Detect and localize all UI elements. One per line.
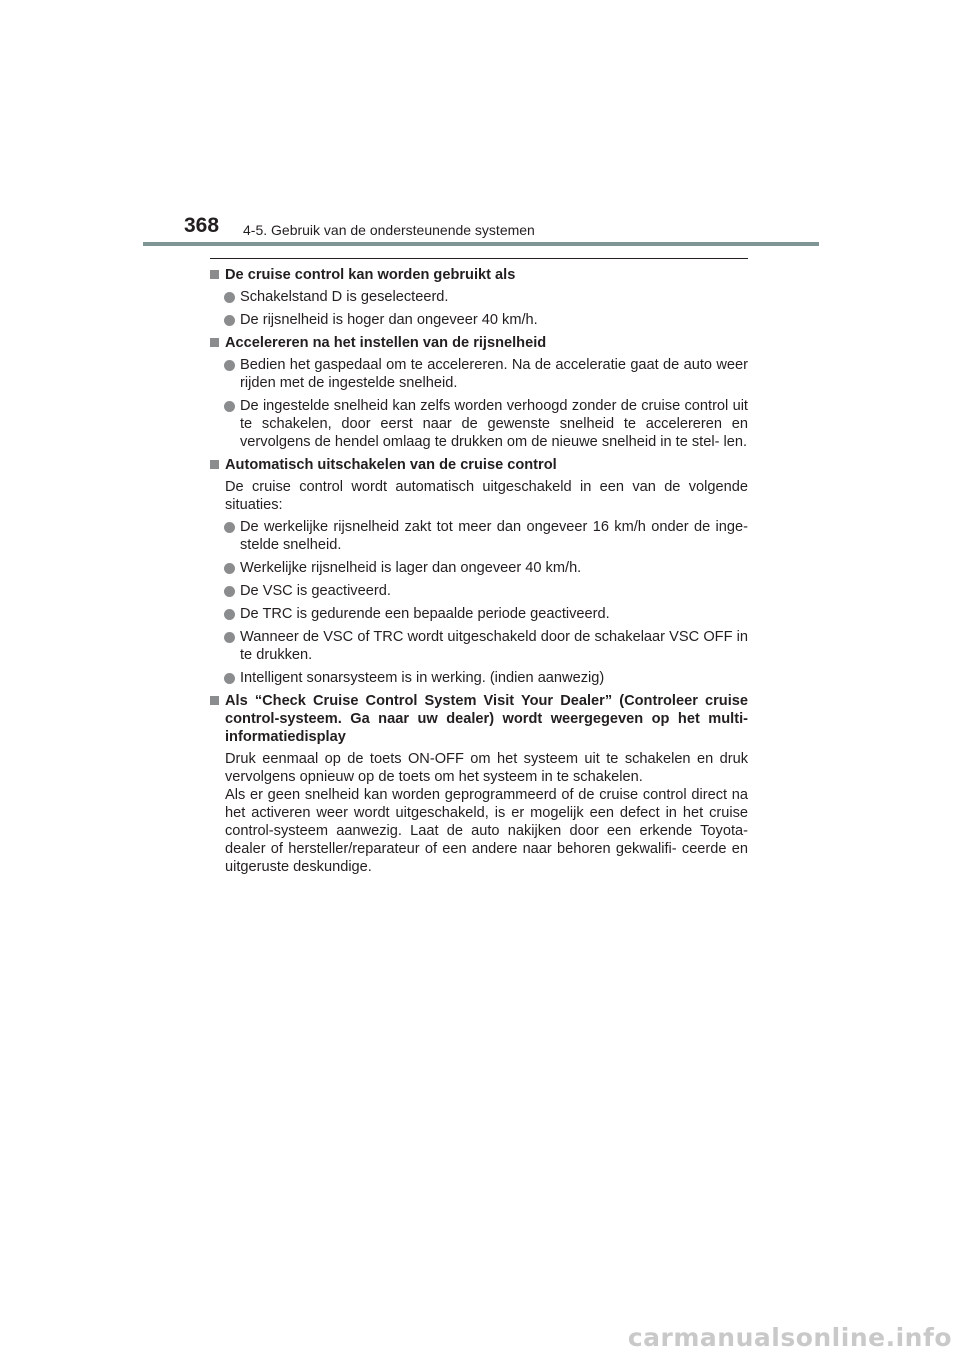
- list-item: [210, 605, 748, 623]
- square-bullet-icon: [210, 338, 219, 347]
- list-item: [210, 669, 748, 687]
- list-item-text: Intelligent sonarsysteem is in werking. (indien aanwezig): [240, 670, 605, 686]
- circle-bullet-icon: [224, 315, 235, 326]
- list-item-text: Bedien het gaspedaal om te accelereren. Na de acceleratie gaat de auto weer rijden met de ingestelde snelheid.: [240, 357, 748, 391]
- section-accelerating: [210, 334, 748, 451]
- section-heading: [210, 692, 748, 746]
- circle-bullet-icon: [224, 632, 235, 643]
- section-heading-text: Als “Check Cruise Control System Visit Your Dealer” (Controleer cruise control-systeem. Ga naar uw dealer) wordt weergegeven op het multi- informatiedisplay: [225, 693, 748, 745]
- square-bullet-icon: [210, 696, 219, 705]
- page-header: [0, 0, 960, 250]
- page-number: 368: [184, 214, 220, 237]
- circle-bullet-icon: [224, 522, 235, 533]
- section-check-message: [210, 692, 748, 876]
- paragraph: Druk eenmaal op de toets ON-OFF om het systeem uit te schakelen en druk vervolgens opnieuw op de toets om het systeem in te schakelen.: [225, 751, 748, 785]
- list-item: [210, 288, 748, 306]
- circle-bullet-icon: [224, 292, 235, 303]
- page-content: [210, 258, 748, 880]
- circle-bullet-icon: [224, 609, 235, 620]
- list-item-text: Werkelijke rijsnelheid is lager dan ongeveer 40 km/h.: [240, 560, 582, 576]
- watermark-logo: carmanualsonline.info: [627, 1323, 952, 1352]
- section-heading-text: Automatisch uitschakelen van de cruise control: [225, 457, 557, 473]
- section-heading-text: De cruise control kan worden gebruikt als: [225, 267, 516, 283]
- list-item: [210, 582, 748, 600]
- list-item: [210, 356, 748, 392]
- list-item-text: De ingestelde snelheid kan zelfs worden verhoogd zonder de cruise control uit te schakelen, door eerst naar de gewenste snelheid te accelereren en vervolgens de hendel omlaag te drukken om de nieuwe snelheid in te stel- len.: [240, 398, 748, 450]
- section-divider: [210, 258, 748, 259]
- square-bullet-icon: [210, 270, 219, 279]
- circle-bullet-icon: [224, 360, 235, 371]
- section-auto-cancel: [210, 456, 748, 687]
- section-heading: [210, 266, 748, 284]
- list-item-text: Wanneer de VSC of TRC wordt uitgeschakeld door de schakelaar VSC OFF in te drukken.: [240, 629, 748, 663]
- list-item-text: De VSC is geactiveerd.: [240, 583, 391, 599]
- list-item-text: De TRC is gedurende een bepaalde periode geactiveerd.: [240, 606, 610, 622]
- circle-bullet-icon: [224, 586, 235, 597]
- circle-bullet-icon: [224, 563, 235, 574]
- header-rule: [143, 242, 819, 246]
- section-cruise-usable: [210, 266, 748, 329]
- square-bullet-icon: [210, 460, 219, 469]
- list-item: [210, 397, 748, 451]
- paragraph: Als er geen snelheid kan worden geprogrammeerd of de cruise control direct na het activeren weer wordt uitgeschakeld, is er mogelijk een defect in het cruise control-systeem aanwezig. Laat de auto nakijken door een erkende Toyota-dealer of hersteller/reparateur of een andere naar behoren gekwalifi- ceerde en uitgeruste deskundige.: [225, 787, 748, 875]
- list-item: [210, 311, 748, 329]
- circle-bullet-icon: [224, 673, 235, 684]
- list-item-text: Schakelstand D is geselecteerd.: [240, 289, 449, 305]
- chapter-title: 4-5. Gebruik van de ondersteunende systemen: [243, 222, 535, 238]
- list-item: [210, 559, 748, 577]
- section-heading: [210, 456, 748, 474]
- list-item-text: De rijsnelheid is hoger dan ongeveer 40 km/h.: [240, 312, 538, 328]
- section-intro: De cruise control wordt automatisch uitgeschakeld in een van de volgende situaties:: [225, 479, 748, 513]
- section-heading-text: Accelereren na het instellen van de rijsnelheid: [225, 335, 547, 351]
- section-heading: [210, 334, 748, 352]
- list-item: [210, 518, 748, 554]
- list-item: [210, 628, 748, 664]
- list-item-text: De werkelijke rijsnelheid zakt tot meer dan ongeveer 16 km/h onder de inge- stelde snelheid.: [240, 519, 748, 553]
- circle-bullet-icon: [224, 401, 235, 412]
